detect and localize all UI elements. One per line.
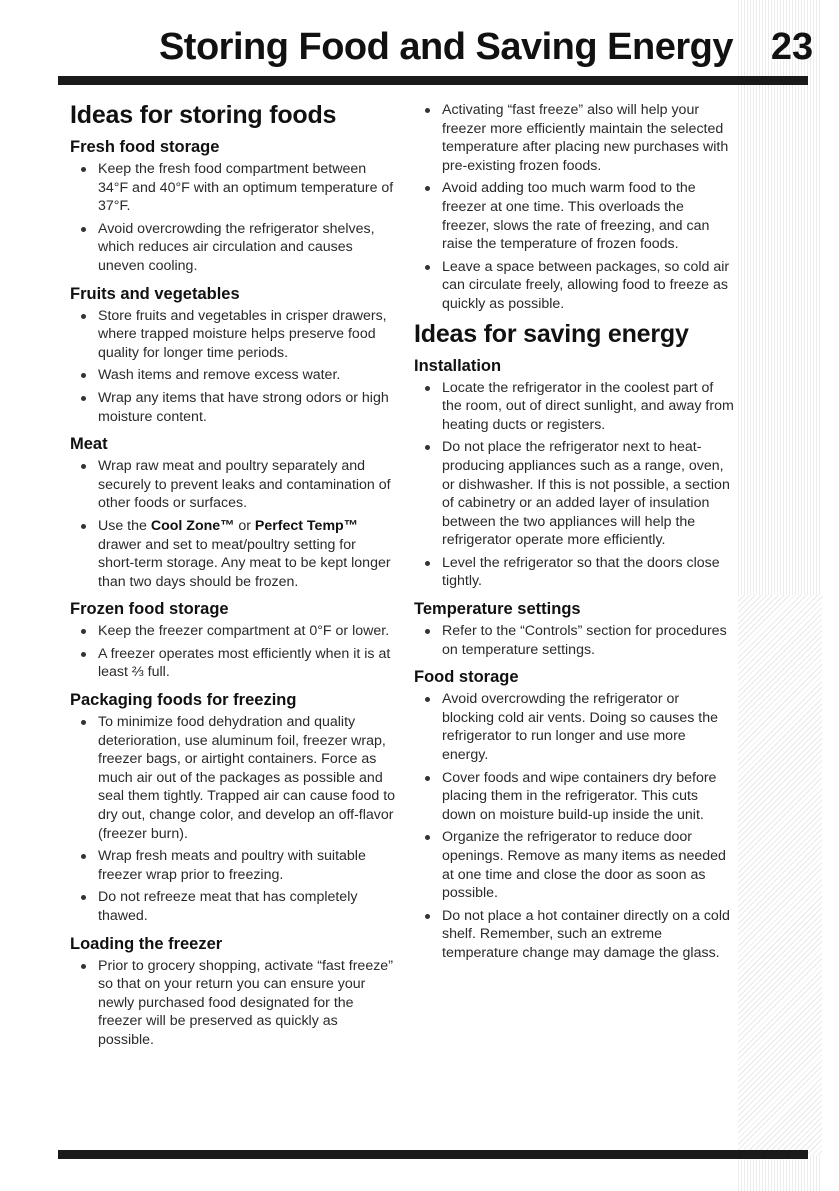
subheading-temperature-settings: Temperature settings [414, 600, 581, 619]
list-item: Wrap any items that have strong odors or high moisture content. [70, 389, 396, 426]
right-column [414, 101, 734, 967]
subheading-food-storage: Food storage [414, 668, 519, 687]
subheading-meat: Meat [70, 435, 108, 454]
section-heading-storing: Ideas for storing foods [70, 101, 337, 129]
bullet-icon [81, 167, 86, 172]
perfect-temp-label: Perfect Temp™ [254, 517, 358, 534]
list-item: Avoid adding too much warm food to the freezer at one time. This overloads the freezer, slows the rate of freezing, and can raise the temperature of frozen foods. [414, 179, 734, 253]
subheading-frozen-food: Frozen food storage [70, 600, 229, 619]
bullet-icon [81, 629, 86, 634]
list-item: Locate the refrigerator in the coolest part of the room, out of direct sunlight, and away from heating ducts or registers. [414, 379, 734, 435]
page-number: 23 [770, 26, 814, 68]
list-item: Wash items and remove excess water. [70, 366, 396, 385]
list-item: Avoid overcrowding the refrigerator or blocking cold air vents. Doing so causes the refrigerator to run longer and use more energy. [414, 690, 734, 764]
list-item: Cover foods and wipe containers dry before placing them in the refrigerator. This cuts down on moisture build-up inside the unit. [414, 769, 734, 825]
bullet-icon [81, 373, 86, 378]
loading-list [70, 957, 396, 1050]
temperature-list [414, 622, 734, 659]
list-item: Level the refrigerator so that the doors close tightly. [414, 554, 734, 591]
bullet-icon [425, 445, 430, 450]
list-item: Leave a space between packages, so cold air can circulate freely, allowing food to freeze as quickly as possible. [414, 258, 734, 314]
list-item: Do not refreeze meat that has completely thawed. [70, 888, 396, 925]
installation-list [414, 379, 734, 592]
bullet-icon [425, 914, 430, 919]
fruits-list [70, 307, 396, 427]
bullet-icon [425, 265, 430, 270]
subheading-fruits-vegetables: Fruits and vegetables [70, 284, 240, 303]
section-heading-saving-energy: Ideas for saving energy [414, 319, 689, 348]
bullet-icon [81, 396, 86, 401]
list-item: To minimize food dehydration and quality deterioration, use aluminum foil, freezer wrap, freezer bags, or airtight containers. Force as much air out of the packages as possible and seal them tightly. Trapped air can cause food to dry out, change color, and develop an off-flavor (freezer burn). [70, 713, 396, 843]
list-item: Store fruits and vegetables in crisper drawers, where trapped moisture helps preserve food quality for longer time periods. [70, 307, 396, 363]
left-column [70, 101, 396, 1054]
fresh-food-list [70, 160, 396, 276]
subheading-loading-freezer: Loading the freezer [70, 934, 223, 953]
bullet-icon [81, 895, 86, 900]
list-item: Activating “fast freeze” also will help your freezer more efficiently maintain the selected temperature after placing new purchases with pre-existing frozen foods. [414, 101, 734, 175]
list-item: Prior to grocery shopping, activate “fast freeze” so that on your return you can ensure your newly purchased food designated for the freezer will be preserved as quickly as possible. [70, 957, 396, 1050]
bullet-icon [425, 186, 430, 191]
meat-list [70, 457, 396, 591]
list-item: Do not place the refrigerator next to heat-producing appliances such as a range, oven, or dishwasher. If this is not possible, a section of cabinetry or an added layer of insulation between the two appliances will help the refrigerator operate more efficiently. [414, 438, 734, 550]
list-item: A freezer operates most efficiently when it is at least ⅔ full. [70, 645, 396, 682]
bullet-icon [81, 314, 86, 319]
bullet-icon [425, 561, 430, 566]
side-decorative-band-lower [738, 595, 822, 1155]
packaging-list [70, 713, 396, 926]
list-item: Keep the fresh food compartment between 34°F and 40°F with an optimum temperature of 37°F. [70, 160, 396, 216]
footer-rule [58, 1150, 808, 1159]
bullet-icon [425, 108, 430, 113]
bullet-icon [425, 835, 430, 840]
subheading-fresh-food: Fresh food storage [70, 138, 220, 156]
list-item: Wrap fresh meats and poultry with suitable freezer wrap prior to freezing. [70, 847, 396, 884]
list-item: Refer to the “Controls” section for procedures on temperature settings. [414, 622, 734, 659]
list-item: Avoid overcrowding the refrigerator shelves, which reduces air circulation and causes uneven cooling. [70, 220, 396, 276]
list-item: Keep the freezer compartment at 0°F or lower. [70, 622, 396, 641]
bullet-icon [81, 854, 86, 859]
list-item: Use the Cool Zone™ or Perfect Temp™ drawer and set to meat/poultry setting for short-term storage. Any meat to be kept longer than two days should be frozen. [70, 517, 396, 591]
bullet-icon [81, 227, 86, 232]
bullet-icon [425, 386, 430, 391]
header-rule [58, 76, 808, 85]
bullet-icon [425, 776, 430, 781]
bullet-icon [81, 524, 86, 529]
loading-continued-list [414, 101, 734, 314]
bullet-icon [81, 964, 86, 969]
list-item: Organize the refrigerator to reduce door openings. Remove as many items as needed at one time and close the door as soon as possible. [414, 828, 734, 902]
subheading-installation: Installation [414, 356, 502, 375]
bullet-icon [425, 697, 430, 702]
bullet-icon [81, 720, 86, 725]
bullet-icon [425, 629, 430, 634]
page-title: Storing Food and Saving Energy [158, 26, 733, 68]
food-storage-list [414, 690, 734, 962]
list-item: Wrap raw meat and poultry separately and securely to prevent leaks and contamination of other foods or surfaces. [70, 457, 396, 513]
frozen-list [70, 622, 396, 682]
list-item: Do not place a hot container directly on a cold shelf. Remember, such an extreme temperature change may damage the glass. [414, 907, 734, 963]
bullet-icon [81, 652, 86, 657]
cool-zone-label: Cool Zone™ [150, 517, 235, 534]
subheading-packaging: Packaging foods for freezing [70, 691, 297, 710]
bullet-icon [81, 464, 86, 469]
